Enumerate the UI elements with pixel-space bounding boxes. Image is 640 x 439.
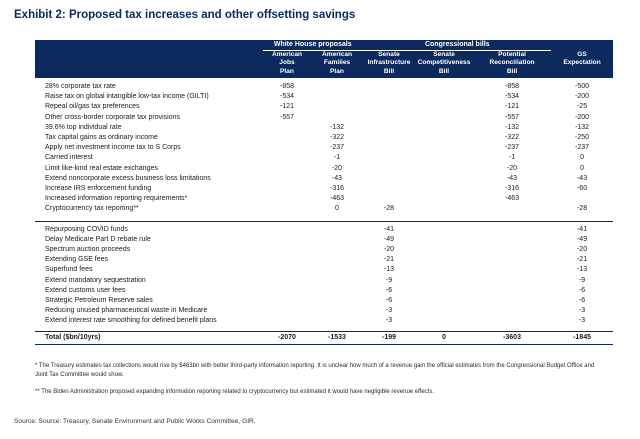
table-row <box>35 235 613 245</box>
row-value <box>263 245 311 255</box>
row-value: -3603 <box>473 331 551 344</box>
row-value: -21 <box>383 256 395 264</box>
row-value: 0 <box>335 205 339 213</box>
tax-table-container <box>35 40 613 345</box>
row-value <box>415 153 473 163</box>
table-row <box>35 225 613 235</box>
row-label: Increased information reporting requirements* <box>45 195 188 203</box>
row-value <box>473 296 551 306</box>
row-value <box>473 245 551 255</box>
row-value: -3 <box>385 307 393 315</box>
row-label: Spectrum auction proceeds <box>45 246 131 254</box>
row-label: Superfund fees <box>45 266 93 274</box>
row-value <box>473 225 551 235</box>
row-value <box>363 123 415 133</box>
row-value <box>473 235 551 245</box>
row-value <box>473 276 551 286</box>
row-value: -500 <box>575 83 590 90</box>
row-value: -237 <box>575 144 590 152</box>
row-value: -463 <box>505 195 520 203</box>
exhibit-title: Exhibit 2: Proposed tax increases and other offsetting savings <box>14 9 356 21</box>
row-value: -3 <box>385 317 393 325</box>
table-row <box>35 133 613 143</box>
row-value <box>263 235 311 245</box>
row-value <box>415 184 473 194</box>
row-label: Repeal oil/gas tax preferences <box>45 103 140 111</box>
row-value: -316 <box>330 185 345 193</box>
row-label: Repurposing COVID funds <box>45 225 128 233</box>
table-row <box>35 265 613 275</box>
row-label: Tax capital gains as ordinary income <box>45 134 158 142</box>
row-value <box>263 286 311 296</box>
row-label: Apply net investment income tax to S Corps <box>45 144 181 152</box>
row-value <box>415 265 473 275</box>
row-value: -534 <box>505 93 520 101</box>
row-value <box>311 265 363 275</box>
row-value: -132 <box>575 123 590 131</box>
row-label: Total ($bn/10yrs) <box>35 331 263 344</box>
row-value <box>311 102 363 112</box>
row-value: -322 <box>330 134 345 142</box>
row-value <box>311 296 363 306</box>
row-value <box>473 286 551 296</box>
row-value: -200 <box>575 113 590 121</box>
row-value <box>311 92 363 102</box>
row-value: -2070 <box>263 331 311 344</box>
table-row <box>35 276 613 286</box>
table-row <box>35 194 613 204</box>
column-header: American Jobs Plan <box>263 51 311 79</box>
row-label: Raise tax on global intangible low-tax income (GILTI) <box>45 93 209 101</box>
row-value: -858 <box>279 83 294 90</box>
row-value: -121 <box>279 103 294 111</box>
row-label: Extend interest rate smoothing for defined benefit plans <box>45 317 217 325</box>
row-value <box>263 316 311 326</box>
table-row <box>35 123 613 133</box>
table-body <box>35 78 613 344</box>
row-value: -121 <box>505 103 520 111</box>
row-value <box>473 255 551 265</box>
row-value: -6 <box>385 297 393 305</box>
row-value <box>363 164 415 174</box>
row-value <box>415 235 473 245</box>
column-header: Potential Reconciliation Bill <box>473 51 551 79</box>
tax-table <box>35 40 613 345</box>
row-value <box>263 133 311 143</box>
row-value <box>363 113 415 123</box>
row-value <box>415 194 473 204</box>
row-value: -3 <box>578 317 586 325</box>
header-blank-right <box>551 40 613 51</box>
row-value: -43 <box>576 174 588 182</box>
row-value <box>415 306 473 316</box>
row-value <box>415 102 473 112</box>
row-value: -9 <box>578 276 586 284</box>
row-value: -49 <box>576 235 588 243</box>
row-value <box>263 164 311 174</box>
row-value: -557 <box>505 113 520 121</box>
row-value <box>263 194 311 204</box>
row-value <box>311 113 363 123</box>
row-value <box>263 255 311 265</box>
column-header: American Families Plan <box>311 51 363 79</box>
row-value <box>311 316 363 326</box>
column-header-label <box>35 51 263 79</box>
row-value <box>311 235 363 245</box>
row-label: Extend noncorporate excess business loss limitations <box>45 174 211 182</box>
row-value <box>311 286 363 296</box>
row-value <box>263 306 311 316</box>
row-value <box>363 194 415 204</box>
row-label: Strategic Petroleum Reserve sales <box>45 297 153 305</box>
row-label: Extend mandatory sequestration <box>45 276 146 284</box>
row-value: -28 <box>576 205 588 213</box>
table-row <box>35 78 613 92</box>
row-value: -463 <box>330 195 345 203</box>
row-value <box>415 123 473 133</box>
row-value <box>311 276 363 286</box>
row-value <box>415 164 473 174</box>
row-value: -316 <box>505 185 520 193</box>
row-value <box>263 204 311 214</box>
row-value: -13 <box>383 266 395 274</box>
table-row <box>35 113 613 123</box>
group-header-white-house: White House proposals <box>263 40 363 51</box>
row-value: -6 <box>385 286 393 294</box>
row-value: -41 <box>576 225 588 233</box>
row-value <box>363 184 415 194</box>
row-value <box>263 265 311 275</box>
row-value: -20 <box>576 246 588 254</box>
row-label: Cryptocurrency tax reporting** <box>45 205 139 213</box>
row-value: -322 <box>505 134 520 142</box>
row-value <box>415 276 473 286</box>
row-value: -60 <box>576 185 588 193</box>
row-label: Reducing unused pharmaceutical waste in Medicare <box>45 307 208 315</box>
row-label: Carried interest <box>45 154 93 162</box>
table-row <box>35 316 613 326</box>
row-value <box>263 174 311 184</box>
row-value: -250 <box>575 134 590 142</box>
row-value: 0 <box>580 164 584 172</box>
row-value <box>311 245 363 255</box>
row-value <box>551 194 613 204</box>
group-header-congressional: Congressional bills <box>363 40 551 51</box>
row-value: -200 <box>575 93 590 101</box>
row-value <box>311 78 363 92</box>
row-value: 0 <box>415 331 473 344</box>
row-value <box>363 78 415 92</box>
row-value <box>415 174 473 184</box>
row-value <box>415 286 473 296</box>
footnote-2: ** The Biden Administration proposed expanding information reporting related to cryptocurrency but estimated it would have negligible revenue effects. <box>35 389 435 395</box>
row-label: Limit like-kind real estate exchanges <box>45 164 158 172</box>
row-value <box>263 123 311 133</box>
row-value: -6 <box>578 297 586 305</box>
row-value: -1 <box>333 154 341 162</box>
table-row <box>35 164 613 174</box>
row-value <box>363 133 415 143</box>
row-value <box>473 316 551 326</box>
table-row <box>35 102 613 112</box>
column-header: GS Expectation <box>551 51 613 79</box>
row-value <box>263 276 311 286</box>
row-value <box>415 245 473 255</box>
row-value: -25 <box>576 103 588 111</box>
row-value <box>415 143 473 153</box>
row-value: -557 <box>279 113 294 121</box>
row-value: -41 <box>383 225 395 233</box>
row-value: -20 <box>506 164 518 172</box>
row-value <box>311 306 363 316</box>
row-value <box>363 92 415 102</box>
row-value <box>363 153 415 163</box>
row-value: -199 <box>363 331 415 344</box>
header-blank <box>35 40 263 51</box>
row-value: -9 <box>385 276 393 284</box>
row-value: -21 <box>576 256 588 264</box>
row-value: -237 <box>330 144 345 152</box>
row-value: -132 <box>330 123 345 131</box>
table-row <box>35 153 613 163</box>
table-row <box>35 296 613 306</box>
row-value <box>415 255 473 265</box>
column-header: Senate Infrastructure Bill <box>363 51 415 79</box>
column-header: Senate Competitiveness Bill <box>415 51 473 79</box>
row-value: -3 <box>578 307 586 315</box>
row-value: -13 <box>576 266 588 274</box>
row-value: -43 <box>506 174 518 182</box>
row-value <box>415 133 473 143</box>
row-value: -1845 <box>551 331 613 344</box>
row-value: -43 <box>331 174 343 182</box>
row-label: 39.6% top individual rate <box>45 123 122 131</box>
table-row <box>35 204 613 214</box>
table-row <box>35 255 613 265</box>
row-value <box>263 153 311 163</box>
row-value <box>415 316 473 326</box>
footnotes <box>35 362 595 405</box>
row-value <box>415 296 473 306</box>
row-label: Extend customs user fees <box>45 286 126 294</box>
row-value: -20 <box>383 246 395 254</box>
table-row <box>35 184 613 194</box>
row-value <box>415 92 473 102</box>
row-value: -49 <box>383 235 395 243</box>
row-value <box>473 265 551 275</box>
row-value <box>263 143 311 153</box>
row-value <box>363 143 415 153</box>
row-value <box>311 255 363 265</box>
source-line: Source: Source: Treasury, Senate Environment and Public Works Committee, GIR. <box>14 418 256 425</box>
row-label: Extending GSE fees <box>45 256 109 264</box>
table-row <box>35 306 613 316</box>
row-value <box>263 225 311 235</box>
table-row <box>35 245 613 255</box>
table-row <box>35 286 613 296</box>
row-value: -237 <box>505 144 520 152</box>
row-value: 0 <box>580 154 584 162</box>
row-value: -534 <box>279 93 294 101</box>
row-label: 28% corporate tax rate <box>45 83 116 90</box>
row-value <box>311 225 363 235</box>
row-value: -20 <box>331 164 343 172</box>
row-value <box>263 296 311 306</box>
total-row <box>35 331 613 344</box>
table-row <box>35 92 613 102</box>
row-value <box>363 174 415 184</box>
row-value: -6 <box>578 286 586 294</box>
row-label: Other cross-border corporate tax provisions <box>45 113 180 121</box>
row-value <box>415 225 473 235</box>
row-value <box>473 204 551 214</box>
row-value: -858 <box>505 83 520 90</box>
row-value: -28 <box>383 205 395 213</box>
row-value <box>415 204 473 214</box>
row-value <box>363 102 415 112</box>
row-label: Increase IRS enforcement funding <box>45 185 152 193</box>
footnote-1: * The Treasury estimates tax collections would rise by $463bn with better third-party information reporting. It is unclear how much of a revenue gain the official estimates from the Congressional Budget Office and Joint Tax Committee would show. <box>35 363 595 378</box>
row-value <box>415 113 473 123</box>
table-row <box>35 174 613 184</box>
row-label: Delay Medicare Part D rebate rule <box>45 235 151 243</box>
row-value <box>263 184 311 194</box>
table-row <box>35 143 613 153</box>
table-header <box>35 40 613 78</box>
row-value: -1 <box>508 154 516 162</box>
row-value: -132 <box>505 123 520 131</box>
column-headers <box>35 51 613 79</box>
row-value: -1533 <box>311 331 363 344</box>
row-value <box>415 78 473 92</box>
row-value <box>473 306 551 316</box>
